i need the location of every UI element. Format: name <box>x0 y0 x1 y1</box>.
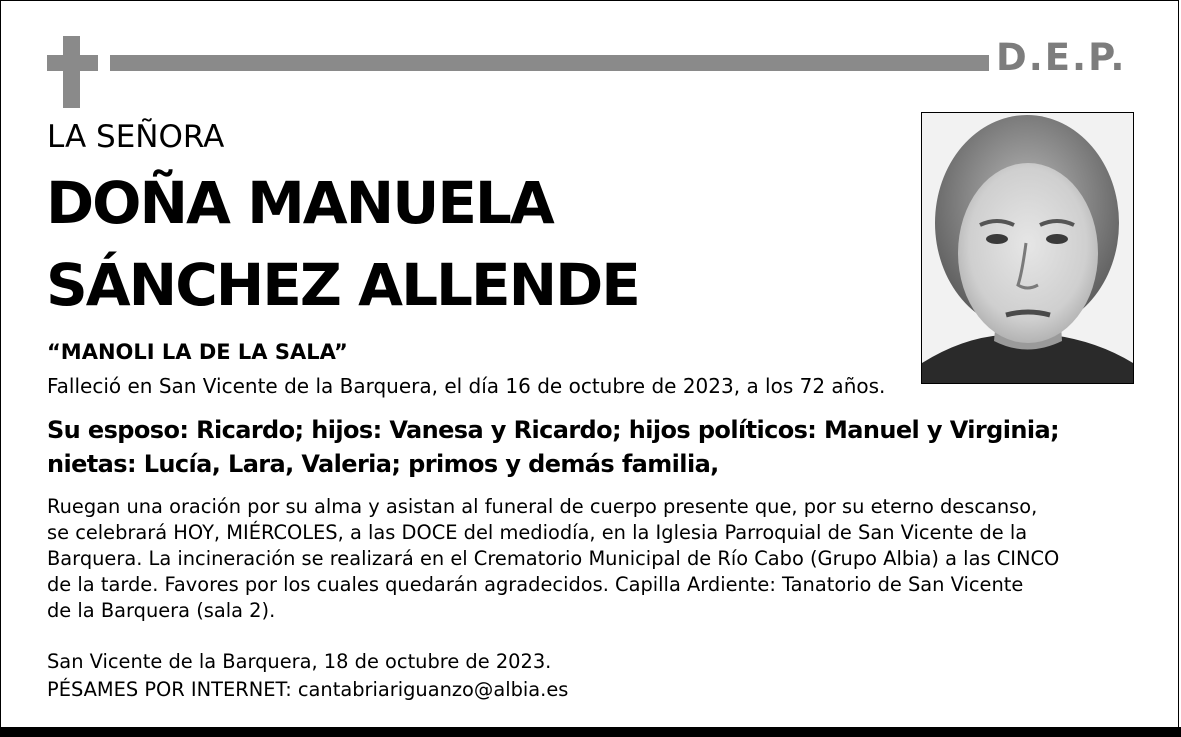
funeral-details <box>47 494 1137 624</box>
bottom-rule <box>0 727 1181 737</box>
family-list: Su esposo: Ricardo; hijos: Vanesa y Ricardo; hijos políticos: Manuel y Virginia; nietas: Lucía, Lara, Valeria; primos y demás familia, <box>47 416 1060 478</box>
deceased-name-line2: SÁNCHEZ ALLENDE <box>46 251 639 319</box>
funeral-details-line: se celebrará HOY, MIÉRCOLES, a las DOCE del mediodía, en la Iglesia Parroquial de San Vicente de la <box>47 521 1028 544</box>
funeral-details-line: de la Barquera (sala 2). <box>47 599 276 622</box>
deceased-name-line1: DOÑA MANUELA <box>46 169 553 237</box>
nickname: “MANOLI LA DE LA SALA” <box>47 340 348 364</box>
funeral-details-line: de la tarde. Favores por los cuales quedarán agradecidos. Capilla Ardiente: Tanatorio de San Vicente <box>47 573 1024 596</box>
funeral-details-line: Barquera. La incineración se realizará en el Crematorio Municipal de Río Cabo (Grupo Albia) a las CINCO <box>47 547 1060 570</box>
header-rule <box>110 55 989 71</box>
cross-icon <box>63 36 80 108</box>
place-date: San Vicente de la Barquera, 18 de octubre de 2023. <box>47 650 552 673</box>
portrait-photo <box>921 112 1134 384</box>
death-notice: Falleció en San Vicente de la Barquera, el día 16 de octubre de 2023, a los 72 años. <box>47 374 886 398</box>
portrait-image <box>922 113 1133 383</box>
funeral-details-line: Ruegan una oración por su alma y asistan al funeral de cuerpo presente que, por su eterno descanso, <box>47 495 1038 518</box>
cross-icon-bar <box>47 55 98 71</box>
honorific: LA SEÑORA <box>47 119 225 155</box>
condolences-email: PÉSAMES POR INTERNET: cantabriariguanzo@albia.es <box>47 678 569 701</box>
dep-mark: D.E.P. <box>996 36 1127 79</box>
